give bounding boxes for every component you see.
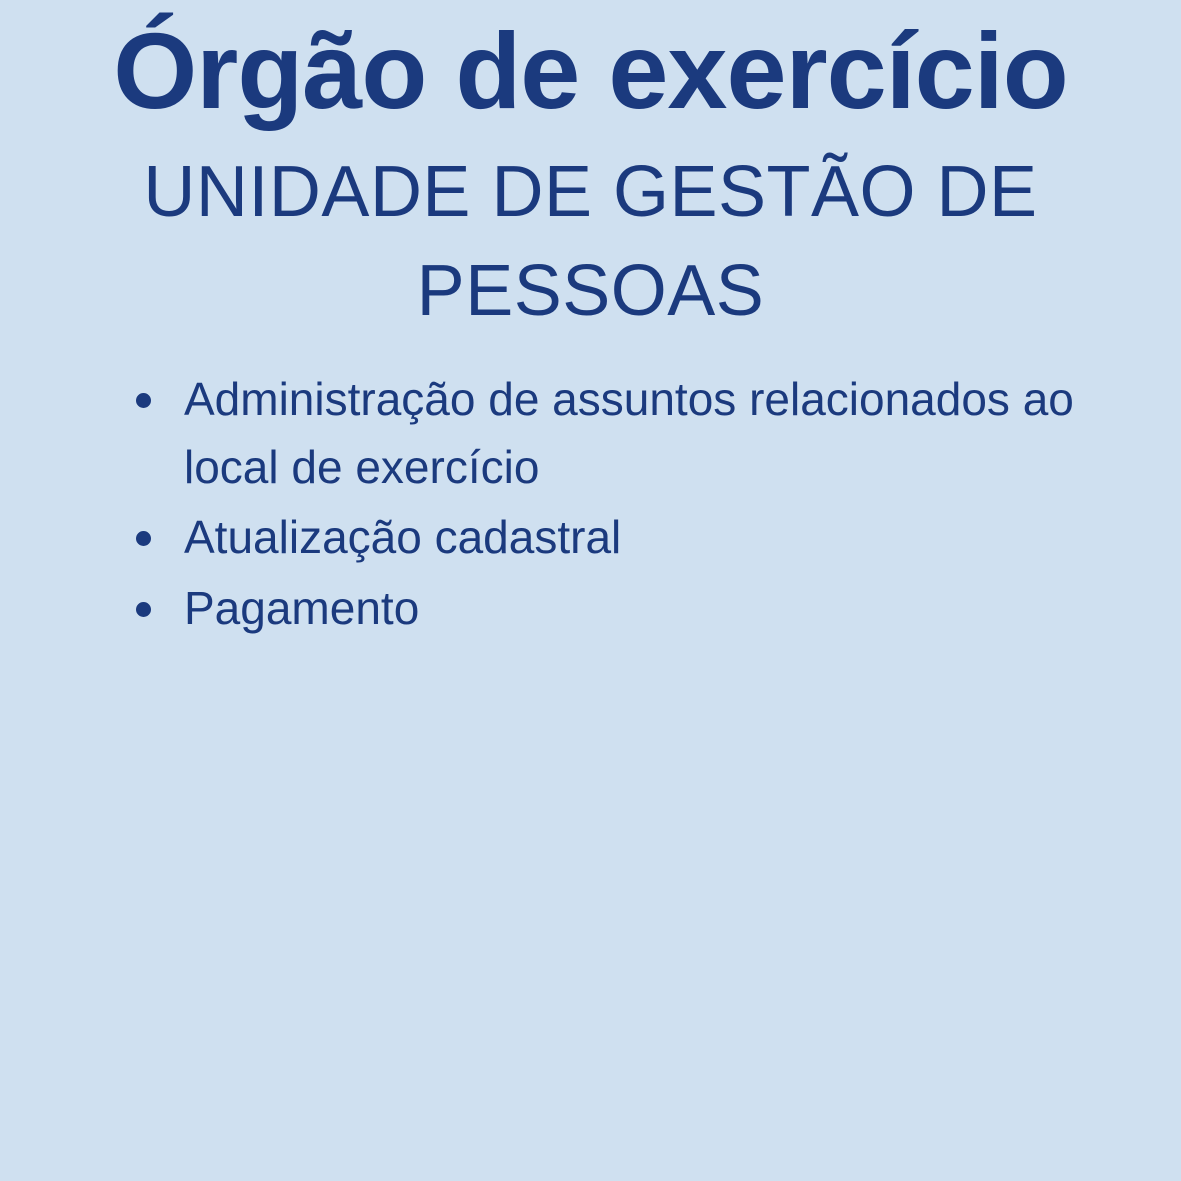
list-item	[118, 365, 1121, 501]
list-item-label: Atualização cadastral	[184, 511, 622, 564]
list-item-label: Pagamento	[184, 581, 420, 634]
list-item-label: Administração de assuntos relacionados ao local de exercício	[184, 373, 1074, 494]
list-item	[118, 574, 1121, 642]
page-subtitle: UNIDADE DE GESTÃO DE PESSOAS	[143, 151, 1038, 331]
list-item	[118, 503, 1121, 571]
page-title: Órgão de exercício	[113, 10, 1068, 131]
bullet-list	[0, 365, 1181, 641]
